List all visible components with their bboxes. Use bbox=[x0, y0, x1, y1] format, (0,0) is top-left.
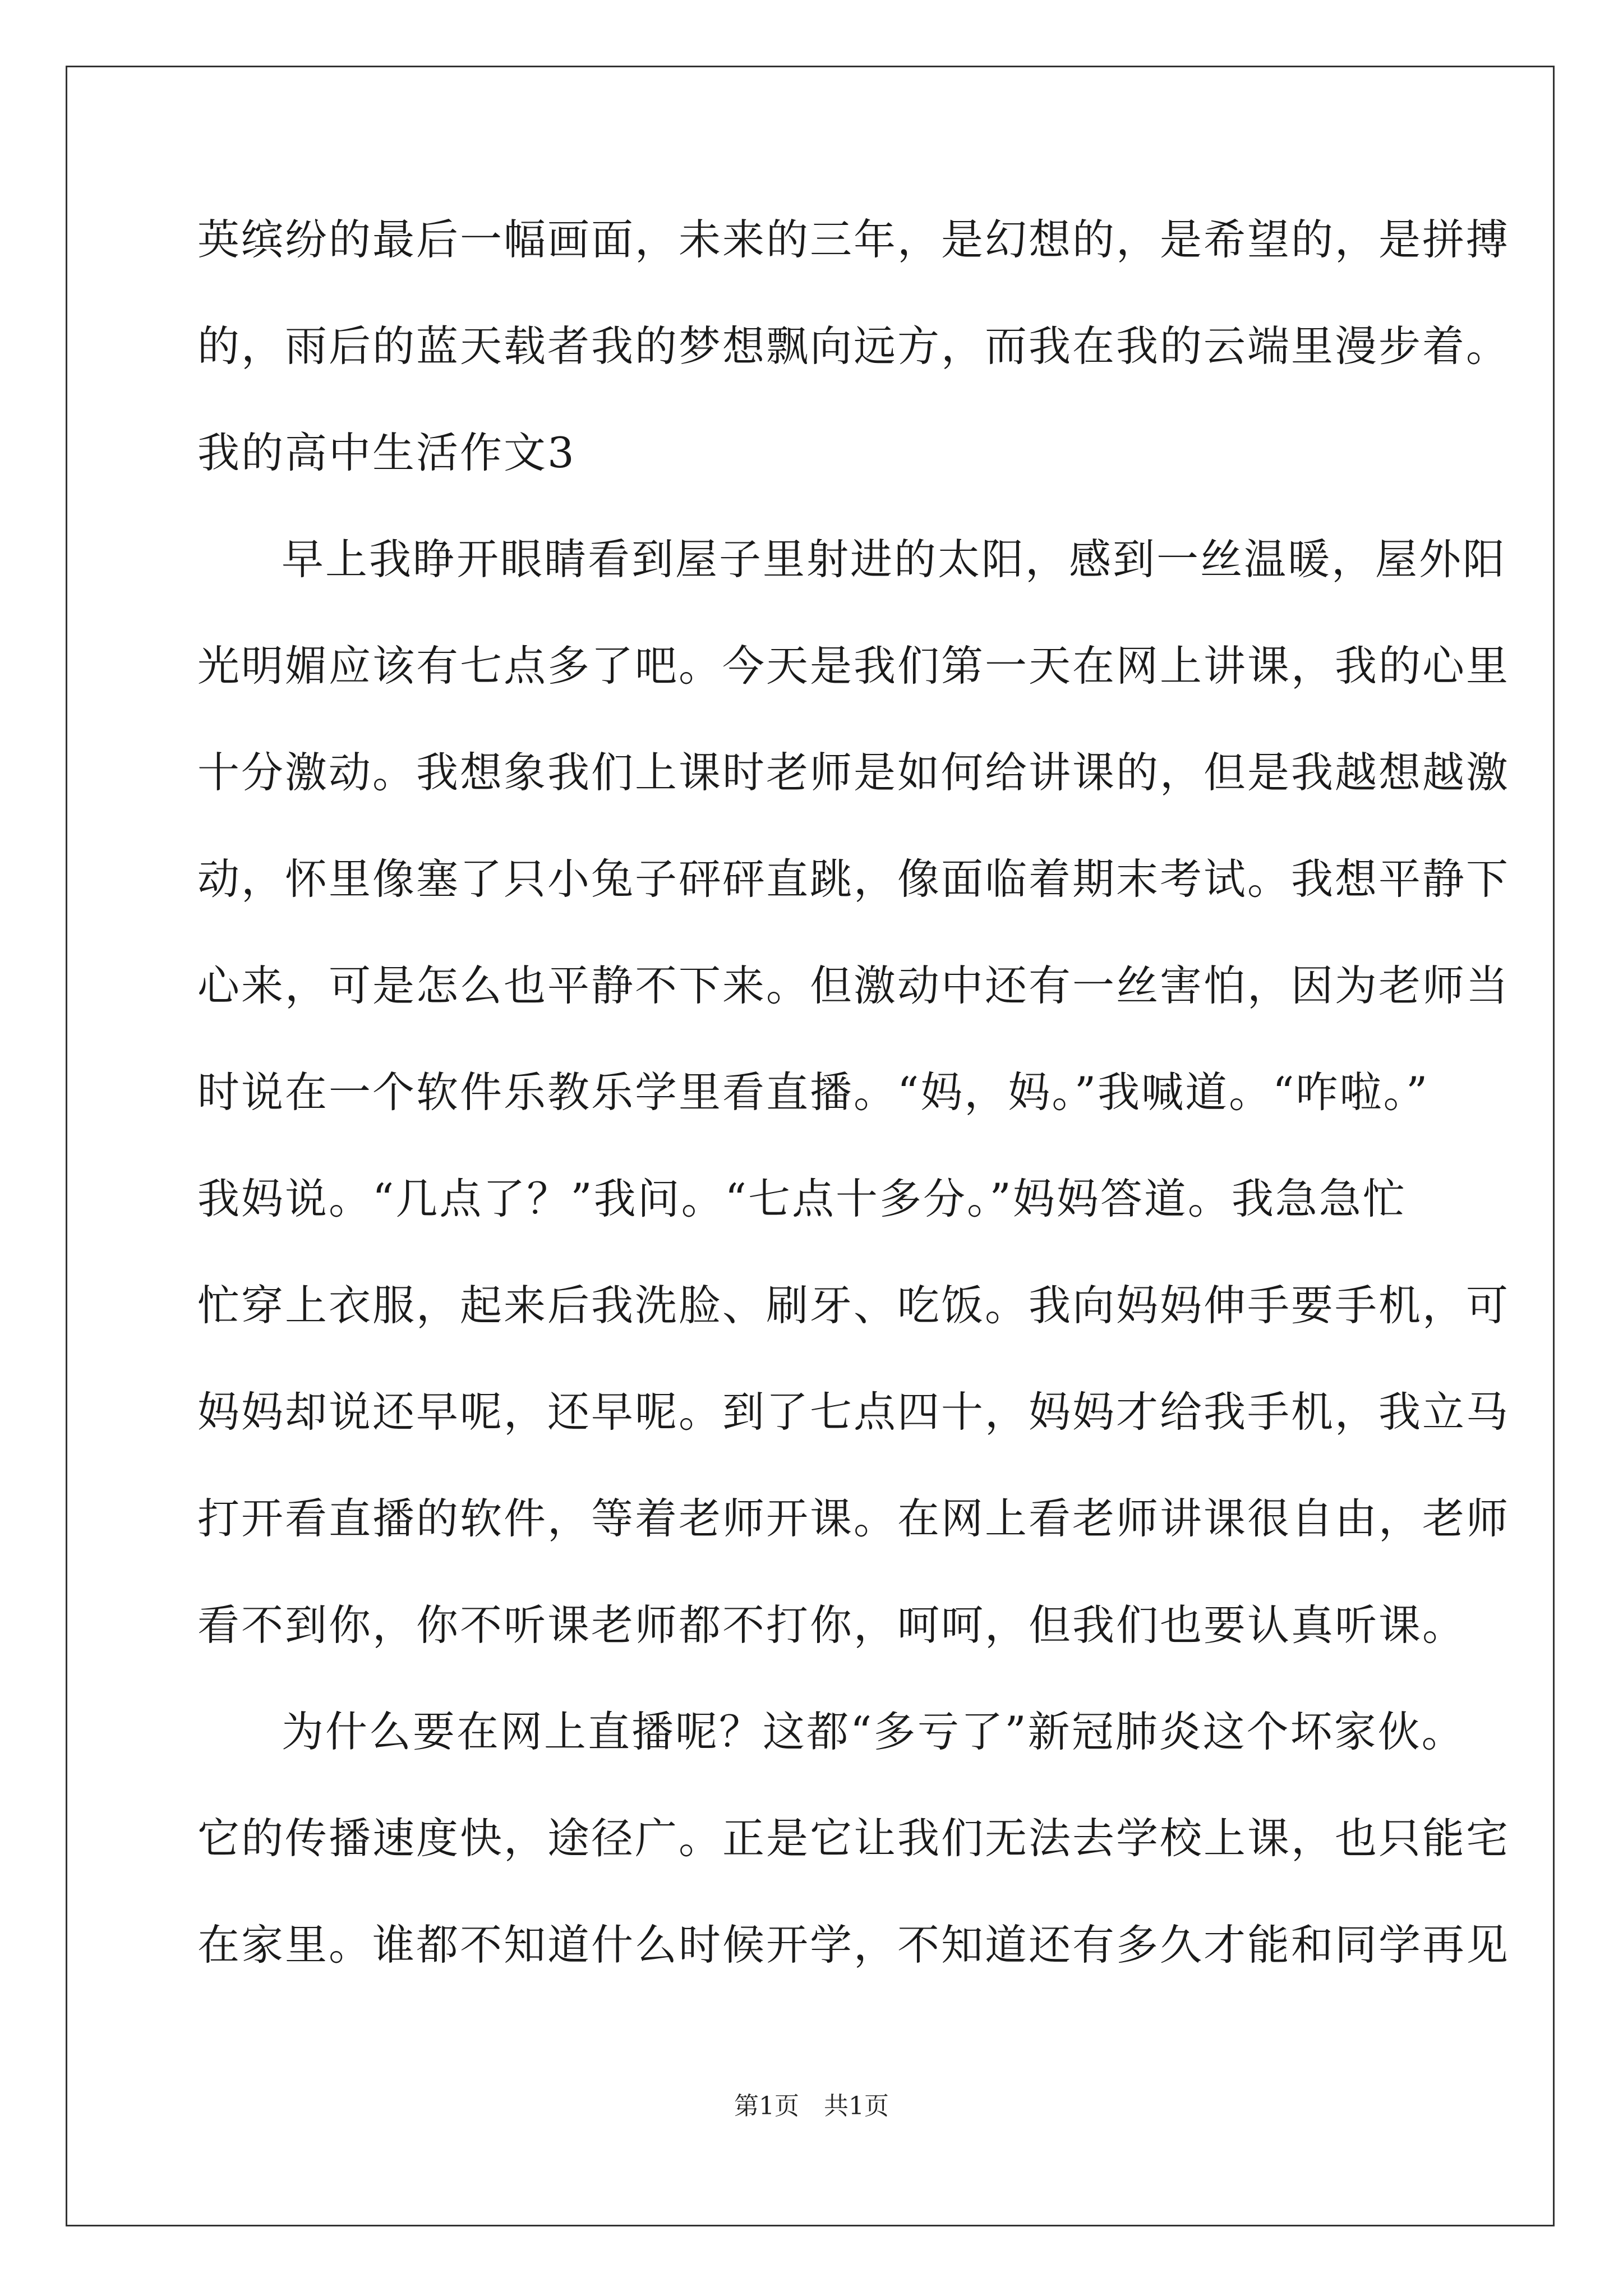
text-line: 看不到你，你不听课老师都不打你，呵呵，但我们也要认真听课。 bbox=[197, 1600, 1467, 1650]
page-footer bbox=[0, 2090, 1623, 2123]
text-line: 光明媚应该有七点多了吧。今天是我们第一天在网上讲课，我的心里 bbox=[197, 641, 1510, 691]
document-body bbox=[197, 213, 1510, 2025]
text-line: 我妈说。“几点了？”我问。“七点十多分。”妈妈答道。我急急忙 bbox=[197, 1174, 1407, 1223]
text-line: 妈妈却说还早呢，还早呢。到了七点四十，妈妈才给我手机，我立马 bbox=[197, 1387, 1510, 1437]
text-line: 早上我睁开眼睛看到屋子里射进的太阳，感到一丝温暖，屋外阳 bbox=[282, 535, 1507, 584]
page-total: 共1页 bbox=[824, 2092, 889, 2120]
text-line: 打开看直播的软件，等着老师开课。在网上看老师讲课很自由，老师 bbox=[197, 1494, 1510, 1543]
text-line: 的，雨后的蓝天载者我的梦想飘向远方，而我在我的云端里漫步着。 bbox=[197, 321, 1510, 371]
text-line: 英缤纷的最后一幅画面，未来的三年，是幻想的，是希望的，是拼搏 bbox=[197, 215, 1510, 264]
text-line: 动，怀里像塞了只小兔子砰砰直跳，像面临着期末考试。我想平静下 bbox=[197, 854, 1510, 904]
section-heading: 我的高中生活作文3 bbox=[197, 428, 576, 477]
text-line: 忙穿上衣服，起来后我洗脸、刷牙、吃饭。我向妈妈伸手要手机，可 bbox=[197, 1281, 1510, 1330]
text-line: 时说在一个软件乐教乐学里看直播。“妈，妈。”我喊道。“咋啦。” bbox=[197, 1068, 1430, 1117]
text-line: 它的传播速度快，途径广。正是它让我们无法去学校上课，也只能宅 bbox=[197, 1814, 1510, 1863]
text-line: 在家里。谁都不知道什么时候开学，不知道还有多久才能和同学再见 bbox=[197, 1920, 1510, 1970]
text-line: 为什么要在网上直播呢？这都“多亏了”新冠肺炎这个坏家伙。 bbox=[282, 1707, 1465, 1756]
page-number: 第1页 bbox=[734, 2092, 799, 2120]
text-line: 十分激动。我想象我们上课时老师是如何给讲课的，但是我越想越激 bbox=[197, 748, 1510, 797]
text-line: 心来，可是怎么也平静不下来。但激动中还有一丝害怕，因为老师当 bbox=[197, 961, 1510, 1010]
